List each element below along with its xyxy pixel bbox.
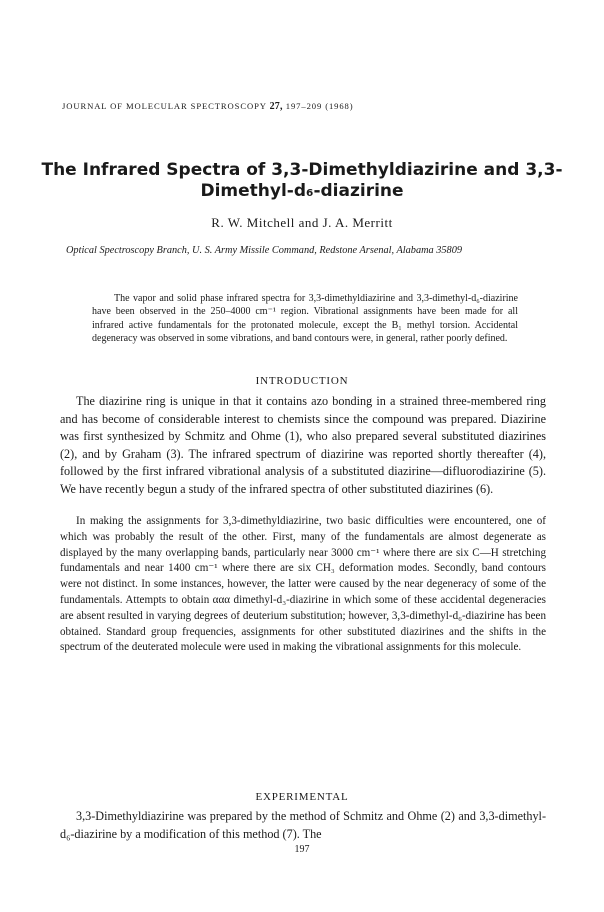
journal-name: JOURNAL OF MOLECULAR SPECTROSCOPY — [62, 101, 267, 111]
page-number: 197 — [294, 844, 310, 855]
introduction-paragraph-2: In making the assignments for 3,3-dimethyldiazirine, two basic difficulties were encountered, one of which was probably the result of the other. First, many of the fundamentals are almost degenerate as displayed by the many overlapping bands, particularly near 3000 cm⁻¹ where there are six C—H stretching fundamentals and near 1400 cm⁻¹ where there are six CH₃ deformation modes. Secondly, band contours were not distinct. In some instances, however, the latter were caused by the near degeneracy of some of the fundamentals. Attempts to obtain ααα dimethyl-d₃-diazirine in which some of these accidental degeneracies are absent resulted in varying degrees of deuterium substitution; however, 3,3-dimethyl-d₆-diazirine has been obtained. Standard group frequencies, assignments for other substituted diazirines and the shifts in the spectrum of the deuterated molecule were used in making the vibrational assignments for this molecule. — [60, 515, 546, 654]
page-range: 197–209 (1968) — [285, 101, 354, 111]
introduction-paragraph-1: The diazirine ring is unique in that it contains azo bonding in a strained three-membered ring and has become of considerable interest to chemists since the compound was prepared. Diazirine was first synthesized by Schmitz and Ohme (1), who also prepared several substituted diazirines (2), and by Graham (3). The infrared spectrum of diazirine was reported shortly thereafter (4), followed by the first infrared vibrational analysis of a substituted diazirine—difluorodiazirine (5). We have recently begun a study of the infrared spectra of other substituted diazirines (6). — [60, 394, 546, 496]
authors: R. W. Mitchell and J. A. Merritt — [211, 215, 393, 230]
running-header — [62, 101, 354, 112]
article-title: The Infrared Spectra of 3,3-Dimethyldiazirine and 3,3-Dimethyl-d₆-diazirine — [41, 160, 563, 201]
experimental-heading: EXPERIMENTAL — [255, 791, 349, 803]
introduction-heading: INTRODUCTION — [255, 375, 349, 387]
abstract: The vapor and solid phase infrared spectra for 3,3-dimethyldiazirine and 3,3-dimethyl-d₆-diazirine have been observed in the 250–4000 cm⁻¹ region. Vibrational assignments have been made for all infrared active fundamentals for the protonated molecule, except the B₁ methyl torsion. Accidental degeneracy was observed in some vibrations, and band contours were, in general, rather poorly defined. — [92, 293, 518, 345]
affiliation: Optical Spectroscopy Branch, U. S. Army Missile Command, Redstone Arsenal, Alabama 35809 — [66, 245, 463, 256]
experimental-paragraph-1: 3,3-Dimethyldiazirine was prepared by the method of Schmitz and Ohme (2) and 3,3-dimethyl-d₆-diazirine by a modification of this method (7). The — [60, 809, 546, 841]
volume-number: 27, — [269, 101, 283, 112]
